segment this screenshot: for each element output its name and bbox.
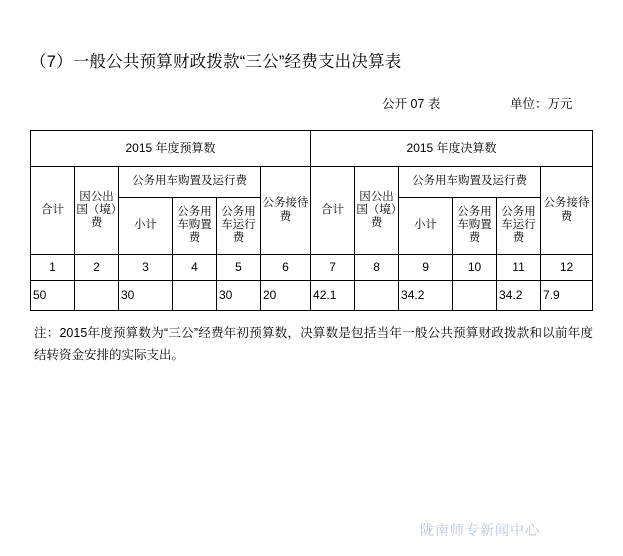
form-number: 公开 07 表 <box>382 97 441 111</box>
watermark: 陇南师专新闻中心 <box>420 522 540 538</box>
unit-label: 单位：万元 <box>510 97 573 111</box>
col-header-budget-vehicle: 公务用车购置及运行费 <box>119 167 261 198</box>
column-number: 11 <box>497 255 541 281</box>
document-page <box>0 48 623 556</box>
table-cell-value: 7.9 <box>541 281 593 311</box>
column-number: 12 <box>541 255 593 281</box>
table-subheader <box>0 94 623 112</box>
table-cell-value <box>355 281 399 311</box>
table-note: 注：2015年度预算数为“三公”经费年初预算数，决算数是包括当年一般公共预算财政拨款和以前年度结转资金安排的实际支出。 <box>34 326 593 362</box>
column-number: 9 <box>399 255 453 281</box>
col-header-budget-reception: 公务接待费 <box>261 167 311 255</box>
col-header-final-vehicle-operation: 公务用车运行费 <box>497 197 541 254</box>
column-number: 2 <box>75 255 119 281</box>
table-cell-value: 34.2 <box>497 281 541 311</box>
column-number: 6 <box>261 255 311 281</box>
column-number: 8 <box>355 255 399 281</box>
col-header-budget-vehicle-operation: 公务用车运行费 <box>217 197 261 254</box>
col-header-budget-overseas: 因公出国（境）费 <box>75 167 119 255</box>
col-header-final-overseas: 因公出国（境）费 <box>355 167 399 255</box>
col-header-final-vehicle: 公务用车购置及运行费 <box>399 167 541 198</box>
table-cell-value: 34.2 <box>399 281 453 311</box>
column-number: 3 <box>119 255 173 281</box>
column-number: 1 <box>31 255 75 281</box>
table-cell-value <box>453 281 497 311</box>
col-header-final-reception: 公务接待费 <box>541 167 593 255</box>
table-row-column-numbers <box>31 255 593 281</box>
table-cell-value: 30 <box>217 281 261 311</box>
page-title: （7）一般公共预算财政拨款“三公”经费支出决算表 <box>30 53 402 71</box>
table-cell-value <box>173 281 217 311</box>
table-row <box>31 281 593 311</box>
col-header-final-total: 合计 <box>311 167 355 255</box>
table-row-vehicle-header <box>31 167 593 198</box>
table-cell-value <box>75 281 119 311</box>
col-header-budget-total: 合计 <box>31 167 75 255</box>
column-number: 5 <box>217 255 261 281</box>
table-row-group-header <box>31 131 593 167</box>
column-number: 7 <box>311 255 355 281</box>
table-cell-value: 42.1 <box>311 281 355 311</box>
three-public-expenses-table <box>30 130 593 311</box>
col-header-final-vehicle-subtotal: 小计 <box>399 197 453 254</box>
column-number: 4 <box>173 255 217 281</box>
column-number: 10 <box>453 255 497 281</box>
col-header-budget-vehicle-subtotal: 小计 <box>119 197 173 254</box>
table-cell-value: 50 <box>31 281 75 311</box>
table-cell-value: 30 <box>119 281 173 311</box>
col-header-budget-vehicle-purchase: 公务用车购置费 <box>173 197 217 254</box>
table-cell-value: 20 <box>261 281 311 311</box>
group-header-final: 2015 年度决算数 <box>311 131 593 167</box>
group-header-budget: 2015 年度预算数 <box>31 131 311 167</box>
col-header-final-vehicle-purchase: 公务用车购置费 <box>453 197 497 254</box>
